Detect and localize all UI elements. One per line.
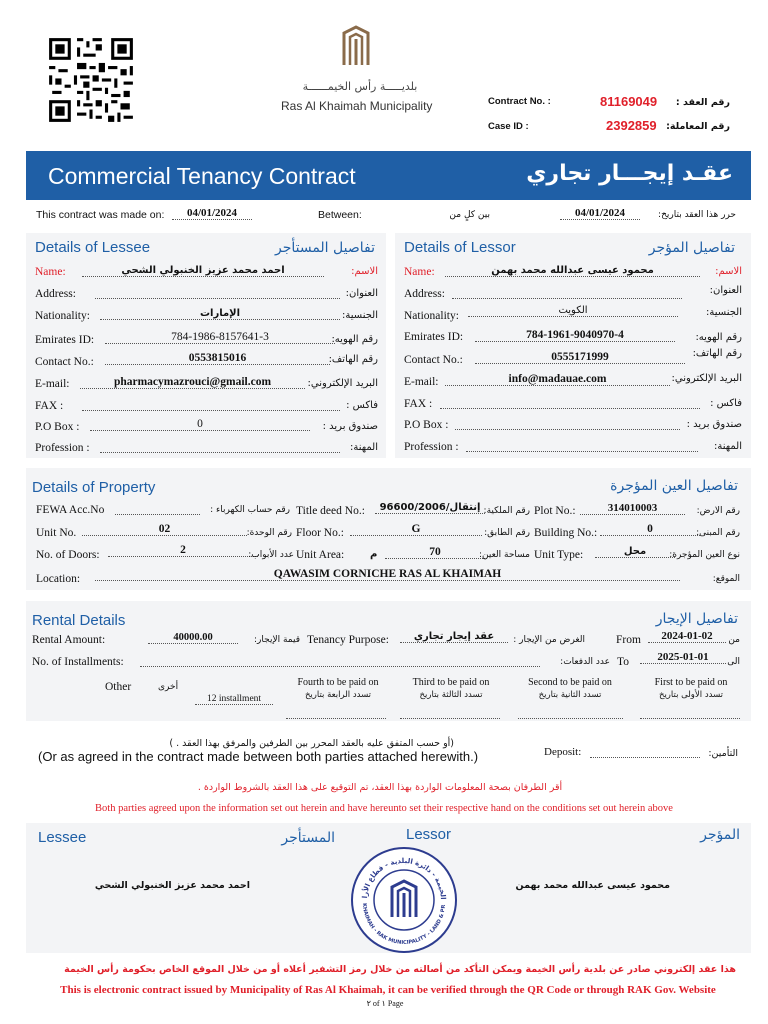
lessee-sign-en: Lessee (38, 829, 87, 846)
lessee-address-label: Address: (35, 288, 76, 300)
between-label-ar: بين كلٍ من (449, 210, 490, 220)
other-label-ar: أخرى (158, 682, 179, 692)
lessee-profession-ar-label: المهنة: (350, 442, 378, 453)
to-ar: الى (727, 657, 740, 667)
location-value: QAWASIM CORNICHE RAS AL KHAIMAH (95, 568, 680, 581)
unit-ar: رقم الوحدة: (246, 528, 292, 538)
agreement-ar: أقر الطرفان بصحة المعلومات الواردة بهذا العقد، تم التوقيع على هذا العقد بالشروط الواردة . (197, 782, 563, 793)
title-deed-label: Title deed No.: (296, 505, 365, 517)
floor-value: G (350, 523, 482, 536)
between-label: Between: (318, 209, 362, 221)
title-deed-value: إنتقال/96600/2006 (375, 502, 485, 514)
to-label: To (617, 656, 629, 668)
from-label: From (616, 634, 641, 646)
lessee-email-ar-label: البريد الإلكتروني: (307, 378, 378, 389)
rental-amount-value: 40000.00 (148, 632, 238, 644)
made-on-date-en: 04/01/2024 (172, 207, 252, 220)
lessor-sign-ar: المؤجر (700, 827, 740, 843)
lessor-pobox-label: P.O Box : (404, 419, 449, 431)
lessee-profession-label: Profession : (35, 442, 90, 454)
case-id-ar: رقم المعاملة: (666, 121, 730, 132)
lessor-title-ar: تفاصيل المؤجر (648, 240, 735, 256)
lessor-address-label: Address: (404, 288, 445, 300)
lessee-nationality-label: Nationality: (35, 310, 90, 322)
footer-en: This is electronic contract issued by Municipality of Ras Al Khaimah, it can be verified through the QR Code or through RAK Gov. Website (60, 984, 716, 996)
rental-amount-label: Rental Amount: (32, 634, 106, 646)
seal-text-ar: الخيمة - دائرة البلدية - قطاع الأراضي (361, 856, 448, 900)
purpose-ar: الغرض من الإيجار : (513, 635, 585, 645)
first-en: First to be paid on (654, 677, 728, 688)
municipality-logo (341, 25, 371, 67)
lessee-eid-label: Emirates ID: (35, 334, 95, 346)
agreement-en: Both parties agreed upon the information set out herein and have hereunto set their respective hand on the conditions set out herein above (95, 803, 673, 814)
property-title-en: Details of Property (32, 479, 156, 496)
third-ar: تسدد الثالثة بتاريخ (419, 690, 483, 700)
to-value: 2025-01-01 (640, 651, 726, 664)
floor-label: Floor No.: (296, 527, 344, 539)
type-label: Unit Type: (534, 549, 584, 561)
rental-title-ar: تفاصيل الإيجار (655, 611, 738, 627)
area-ar: مساحة العين: (478, 550, 530, 560)
area-unit: م (370, 549, 378, 560)
installments-ar: عدد الدفعات: (560, 657, 610, 667)
from-ar: من (728, 635, 740, 645)
contract-no-label: Contract No. : (488, 96, 551, 107)
type-ar: نوع العين المؤجرة: (669, 550, 740, 560)
lessor-profession-label: Profession : (404, 441, 459, 453)
title-en: Commercial Tenancy Contract (48, 163, 356, 189)
case-id-value: 2392859 (606, 118, 657, 133)
plot-ar: رقم الارض: (696, 506, 740, 516)
second-en: Second to be paid on (528, 677, 612, 688)
fewa-label: FEWA Acc.No (36, 504, 105, 516)
lessor-email-label: E-mail: (404, 376, 439, 388)
lessor-contact-label: Contact No.: (404, 354, 463, 366)
doors-value: 2 (108, 544, 258, 557)
lessee-fax-label: FAX : (35, 400, 64, 412)
doors-ar: عدد الأبواب: (248, 550, 294, 560)
deposit-line (590, 757, 700, 758)
fourth-ar: تسدد الرابعة بتاريخ (304, 690, 372, 700)
floor-ar: رقم الطابق: (484, 528, 530, 538)
lessor-address-value (452, 298, 682, 299)
lessor-name-label: Name: (404, 266, 435, 278)
lessee-contact-value: 0553815016 (105, 352, 330, 365)
doors-label: No. of Doors: (36, 549, 100, 561)
page-number: ٢ of ١ Page (366, 999, 404, 1008)
lessor-email-value: info@madauae.com (445, 373, 670, 386)
purpose-label: Tenancy Purpose: (307, 634, 389, 646)
lessor-nationality-value: الكويت (468, 305, 678, 317)
agreed-ar: (أو حسب المتفق عليه بالعقد المحرر بين الطرفين والمرفق بهذا العقد . ) (169, 738, 454, 749)
installments-label: No. of Installments: (32, 656, 124, 668)
location-ar: الموقع: (712, 574, 740, 584)
lessee-fax-value (82, 410, 340, 411)
lessee-profession-value (100, 452, 340, 453)
property-title-ar: تفاصيل العين المؤجرة (610, 478, 738, 494)
from-value: 2024-01-02 (648, 630, 726, 643)
lessor-fax-value (440, 408, 700, 409)
other-value: 12 installment (195, 694, 273, 705)
title-ar: عقـد إيجـــار تجاري (526, 161, 733, 186)
made-on-label: This contract was made on: (36, 209, 165, 221)
unit-value: 02 (82, 523, 247, 536)
lessee-name-label: Name: (35, 266, 66, 278)
lessee-name-value: احمد محمد عزيز الخنبولي الشحي (82, 265, 324, 277)
third-line (400, 718, 500, 719)
type-value: محل (595, 546, 675, 558)
deposit-ar: التأمين: (708, 748, 738, 759)
lessee-pobox-label: P.O Box : (35, 421, 80, 433)
seal-text-en: KHAIMAH - RAK MUNICIPALITY - LAND & PR (360, 902, 448, 947)
lessee-nationality-value: الإمارات (100, 308, 340, 320)
lessor-sign-en: Lessor (406, 826, 452, 843)
lessor-eid-value: 784-1961-9040970-4 (475, 329, 675, 342)
lessor-fax-ar-label: فاكس : (710, 398, 742, 409)
lessor-fax-label: FAX : (404, 398, 433, 410)
purpose-value: عقد إيجار تجاري (400, 631, 508, 643)
contract-no-ar: رقم العقد : (675, 97, 730, 108)
lessee-contact-ar-label: رقم الهاتف: (328, 354, 378, 365)
plot-label: Plot No.: (534, 505, 576, 517)
agreed-en: (Or as agreed in the contract made between both parties attached herewith.) (38, 749, 479, 764)
fewa-value (115, 514, 200, 515)
area-value: 70 (385, 546, 485, 559)
lessor-profession-value (466, 451, 698, 452)
lessee-pobox-value: 0 (90, 418, 310, 431)
lessee-email-label: E-mail: (35, 378, 70, 390)
lessor-name-ar-label: الاسم: (715, 266, 742, 277)
third-en: Third to be paid on (412, 677, 490, 688)
lessor-nationality-label: Nationality: (404, 310, 459, 322)
made-on-date-ar: 04/01/2024 (560, 207, 640, 220)
lessor-contact-value: 0555171999 (475, 351, 685, 364)
lessee-name-ar-label: الاسم: (351, 266, 378, 277)
lessee-title-ar: تفاصيل المستأجر (274, 240, 375, 256)
lessee-nationality-ar-label: الجنسية: (342, 310, 378, 321)
lessor-nationality-ar-label: الجنسية: (706, 307, 742, 318)
lessor-title-en: Details of Lessor (404, 239, 516, 256)
second-line (518, 718, 623, 719)
title-deed-ar: رقم الملكية: (483, 506, 530, 516)
contract-no-value: 81169049 (600, 94, 658, 109)
made-on-label-ar: حرر هذا العقد بتاريخ: (658, 210, 736, 220)
lessee-fax-ar-label: فاكس : (346, 400, 378, 411)
lessor-pobox-ar-label: صندوق بريد : (686, 419, 742, 430)
second-ar: تسدد الثانية بتاريخ (538, 690, 602, 700)
lessor-name-value: محمود عيسى عبدالله محمد بهمن (445, 265, 700, 277)
rental-amount-ar: قيمة الإيجار: (254, 635, 300, 645)
lessee-address-value (95, 298, 340, 299)
lessee-pobox-ar-label: صندوق بريد : (322, 421, 378, 432)
building-ar: رقم المبنى: (696, 528, 740, 538)
location-label: Location: (36, 573, 81, 585)
other-label: Other (105, 681, 132, 693)
lessor-eid-ar-label: رقم الهويه: (695, 332, 742, 343)
lessee-contact-label: Contact No.: (35, 356, 94, 368)
deposit-label: Deposit: (544, 746, 582, 758)
footer-ar: هذا عقد إلكتروني صادر عن بلدية رأس الخيمة ويمكن التأكد من أصالته من خلال رمز التشفير أعلاه أو من خلال الموقع الخاص بحكومة رأس الخيمة (64, 964, 736, 975)
lessor-email-ar-label: البريد الإلكتروني: (671, 373, 742, 384)
fewa-ar: رقم حساب الكهرباء : (210, 505, 290, 515)
case-id-label: Case ID : (488, 121, 529, 132)
lessee-title-en: Details of Lessee (35, 239, 151, 256)
area-label: Unit Area: (296, 549, 345, 561)
building-value: 0 (600, 523, 700, 536)
fourth-line (286, 718, 386, 719)
lessee-eid-value: 784-1986-8157641-3 (105, 331, 335, 344)
lessee-sign-ar: المستأجر (281, 830, 335, 846)
fourth-en: Fourth to be paid on (297, 677, 379, 688)
municipality-name-ar: بلديـــــة رأس الخيمــــــة (302, 80, 418, 93)
installments-line (140, 666, 540, 667)
lessee-email-value: pharmacymazrouci@gmail.com (80, 376, 305, 389)
lessor-contact-ar-label: رقم الهاتف: (692, 348, 742, 359)
building-label: Building No.: (534, 527, 598, 539)
qr-code (46, 35, 136, 125)
unit-label: Unit No. (36, 527, 77, 539)
lessee-address-ar-label: العنوان: (345, 288, 378, 299)
municipality-name-en: Ras Al Khaimah Municipality (281, 99, 433, 113)
lessor-signature-name: محمود عيسى عبدالله محمد بهمن (515, 880, 670, 891)
lessee-eid-ar-label: رقم الهويه: (331, 334, 378, 345)
first-line (640, 718, 740, 719)
municipality-seal (349, 845, 459, 955)
lessee-signature-name: احمد محمد عزيز الخنبولي الشحي (94, 880, 250, 891)
plot-value: 314010003 (580, 502, 685, 515)
lessor-pobox-value (455, 429, 680, 430)
lessor-eid-label: Emirates ID: (404, 331, 464, 343)
title-banner (26, 151, 751, 200)
first-ar: تسدد الأولى بتاريخ (658, 690, 724, 700)
lessor-profession-ar-label: المهنة: (714, 441, 742, 452)
rental-title-en: Rental Details (32, 612, 126, 629)
lessor-address-ar-label: العنوان: (709, 285, 742, 296)
